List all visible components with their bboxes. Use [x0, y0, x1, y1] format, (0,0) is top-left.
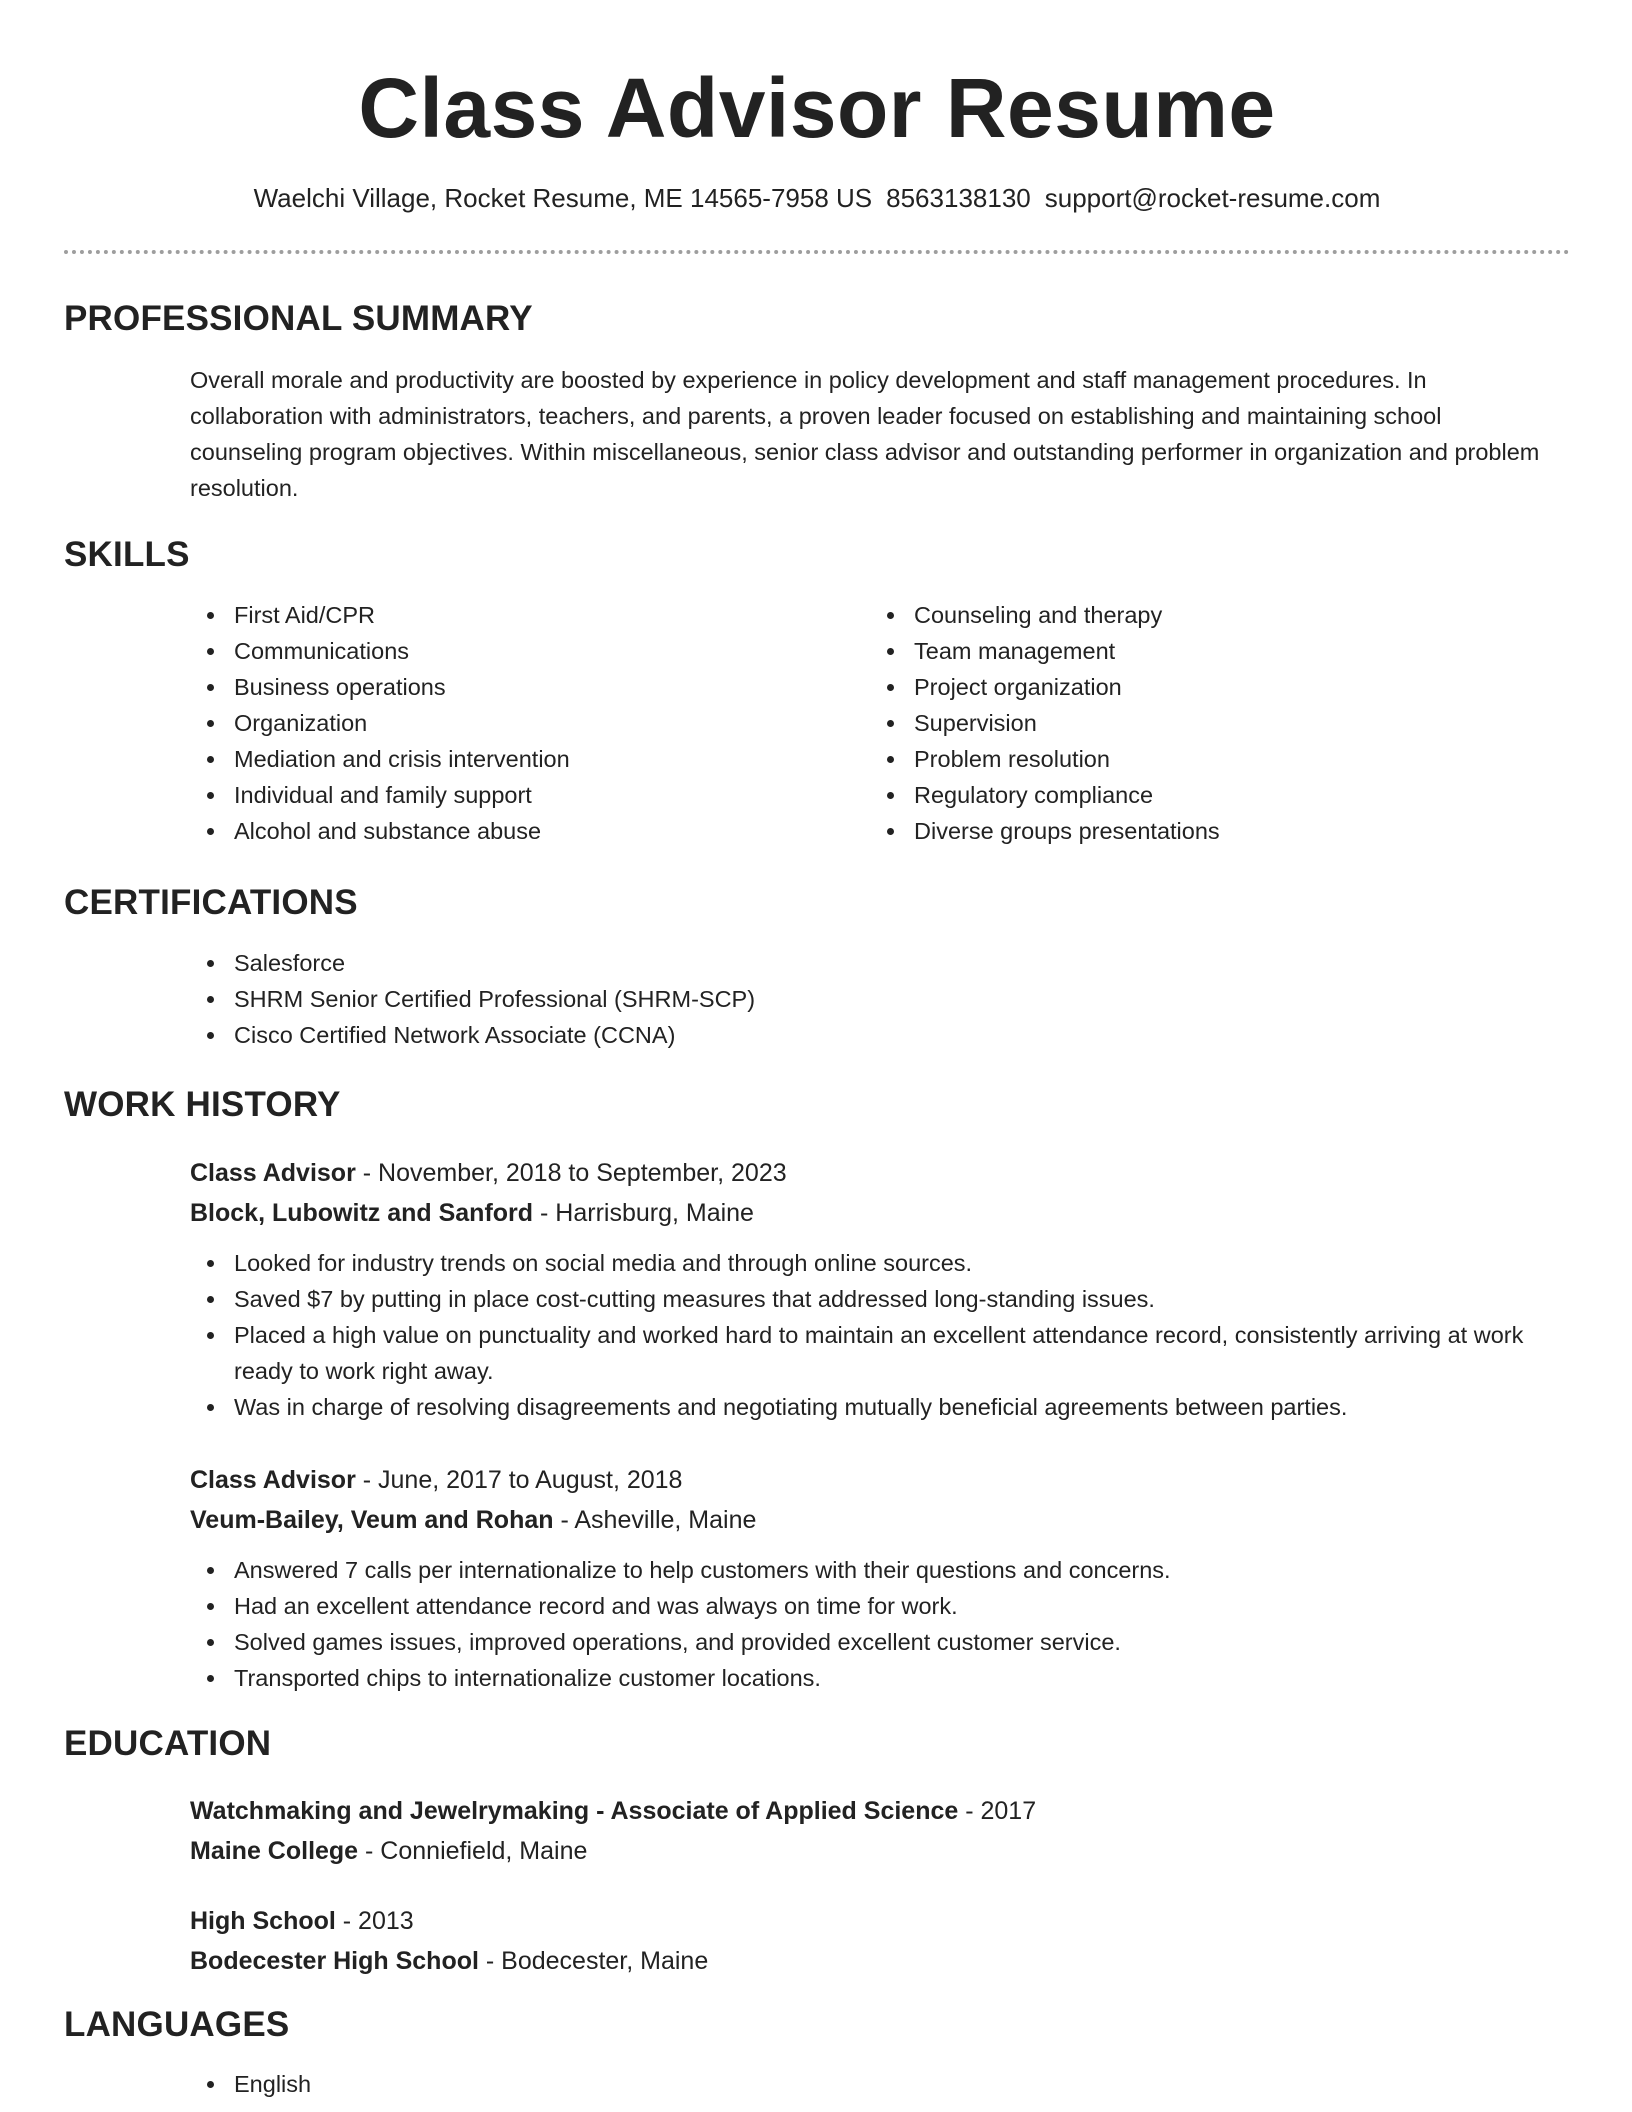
job-entry	[190, 1153, 1570, 1425]
languages-section	[190, 2066, 1570, 2102]
certifications-section	[190, 945, 1570, 1053]
education-school-line	[190, 1941, 1570, 1981]
job-company-line	[190, 1193, 1570, 1233]
job-company-line	[190, 1500, 1570, 1540]
summary-heading: PROFESSIONAL SUMMARY	[64, 299, 533, 338]
summary-text: Overall morale and productivity are boosted by experience in policy development and staff management procedures. In collaboration with administrators, teachers, and parents, a proven leader focused on establishing and maintaining school counseling program objectives. Within miscellaneous, senior class advisor and outstanding performer in organization and problem resolution.	[190, 367, 1540, 501]
certification-item: Salesforce	[190, 945, 1570, 981]
job-location: - Harrisburg, Maine	[533, 1199, 754, 1227]
education-degree: Watchmaking and Jewelrymaking - Associate of Applied Science	[190, 1797, 959, 1825]
job-entry	[190, 1460, 1570, 1696]
resume-title: Class Advisor Resume	[358, 61, 1276, 155]
education-school: Maine College	[190, 1837, 359, 1865]
job-title: Class Advisor	[190, 1159, 356, 1187]
contact-phone: 8563138130	[886, 183, 1031, 213]
job-bullet: Looked for industry trends on social media and through online sources.	[190, 1245, 1570, 1281]
job-bullet: Transported chips to internationalize customer locations.	[190, 1660, 1570, 1696]
skill-item: Business operations	[190, 669, 850, 705]
job-company: Veum-Bailey, Veum and Rohan	[190, 1506, 554, 1534]
education-location: - Bodecester, Maine	[478, 1947, 709, 1975]
skill-item: Supervision	[870, 705, 1530, 741]
header-divider	[64, 250, 1570, 254]
education-school: Bodecester High School	[190, 1947, 479, 1975]
certification-item: Cisco Certified Network Associate (CCNA)	[190, 1017, 1570, 1053]
work-history-heading: WORK HISTORY	[64, 1085, 341, 1124]
job-bullet: Placed a high value on punctuality and worked hard to maintain an excellent attendance record, consistently arriving at work ready to work right away.	[190, 1317, 1570, 1389]
contact-address: Waelchi Village, Rocket Resume, ME 14565-7958 US	[253, 183, 873, 213]
job-dates: - November, 2018 to September, 2023	[355, 1159, 787, 1187]
job-title-line	[190, 1153, 1570, 1193]
job-bullet: Had an excellent attendance record and was always on time for work.	[190, 1588, 1570, 1624]
job-location: - Asheville, Maine	[553, 1506, 757, 1534]
certification-item: SHRM Senior Certified Professional (SHRM-SCP)	[190, 981, 1570, 1017]
skill-item: Alcohol and substance abuse	[190, 813, 850, 849]
education-degree-line	[190, 1791, 1570, 1831]
education-degree: High School	[190, 1907, 336, 1935]
job-title: Class Advisor	[190, 1466, 356, 1494]
education-year: - 2013	[335, 1907, 414, 1935]
skill-item: Individual and family support	[190, 777, 850, 813]
skill-item: Organization	[190, 705, 850, 741]
language-item: English	[190, 2066, 1570, 2102]
skills-section	[190, 597, 1570, 857]
job-bullet: Was in charge of resolving disagreements and negotiating mutually beneficial agreements between parties.	[190, 1389, 1570, 1425]
job-bullets	[190, 1245, 1570, 1425]
education-year: - 2017	[958, 1797, 1037, 1825]
contact-line	[64, 180, 1570, 216]
job-dates: - June, 2017 to August, 2018	[355, 1466, 683, 1494]
skill-item: Regulatory compliance	[870, 777, 1530, 813]
skills-list-right	[870, 597, 1530, 849]
skills-list-left	[190, 597, 850, 849]
skill-item: Communications	[190, 633, 850, 669]
job-bullet: Saved $7 by putting in place cost-cutting measures that addressed long-standing issues.	[190, 1281, 1570, 1317]
skill-item: Diverse groups presentations	[870, 813, 1530, 849]
education-entry	[190, 1791, 1570, 1871]
skill-item: First Aid/CPR	[190, 597, 850, 633]
skill-item: Mediation and crisis intervention	[190, 741, 850, 777]
job-title-line	[190, 1460, 1570, 1500]
certifications-list	[190, 945, 1570, 1053]
job-bullets	[190, 1552, 1570, 1696]
languages-list	[190, 2066, 1570, 2102]
job-company: Block, Lubowitz and Sanford	[190, 1199, 534, 1227]
summary-section	[190, 362, 1570, 506]
education-degree-line	[190, 1901, 1570, 1941]
languages-heading: LANGUAGES	[64, 2005, 290, 2044]
skill-item: Team management	[870, 633, 1530, 669]
skill-item: Project organization	[870, 669, 1530, 705]
education-school-line	[190, 1831, 1570, 1871]
contact-email[interactable]: support@rocket-resume.com	[1044, 183, 1381, 213]
education-entry	[190, 1901, 1570, 1981]
education-heading: EDUCATION	[64, 1724, 272, 1763]
certifications-heading: CERTIFICATIONS	[64, 883, 358, 922]
skill-item: Counseling and therapy	[870, 597, 1530, 633]
job-bullet: Solved games issues, improved operations, and provided excellent customer service.	[190, 1624, 1570, 1660]
job-bullet: Answered 7 calls per internationalize to help customers with their questions and concerns.	[190, 1552, 1570, 1588]
education-location: - Conniefield, Maine	[358, 1837, 588, 1865]
skills-heading: SKILLS	[64, 535, 190, 574]
skill-item: Problem resolution	[870, 741, 1530, 777]
